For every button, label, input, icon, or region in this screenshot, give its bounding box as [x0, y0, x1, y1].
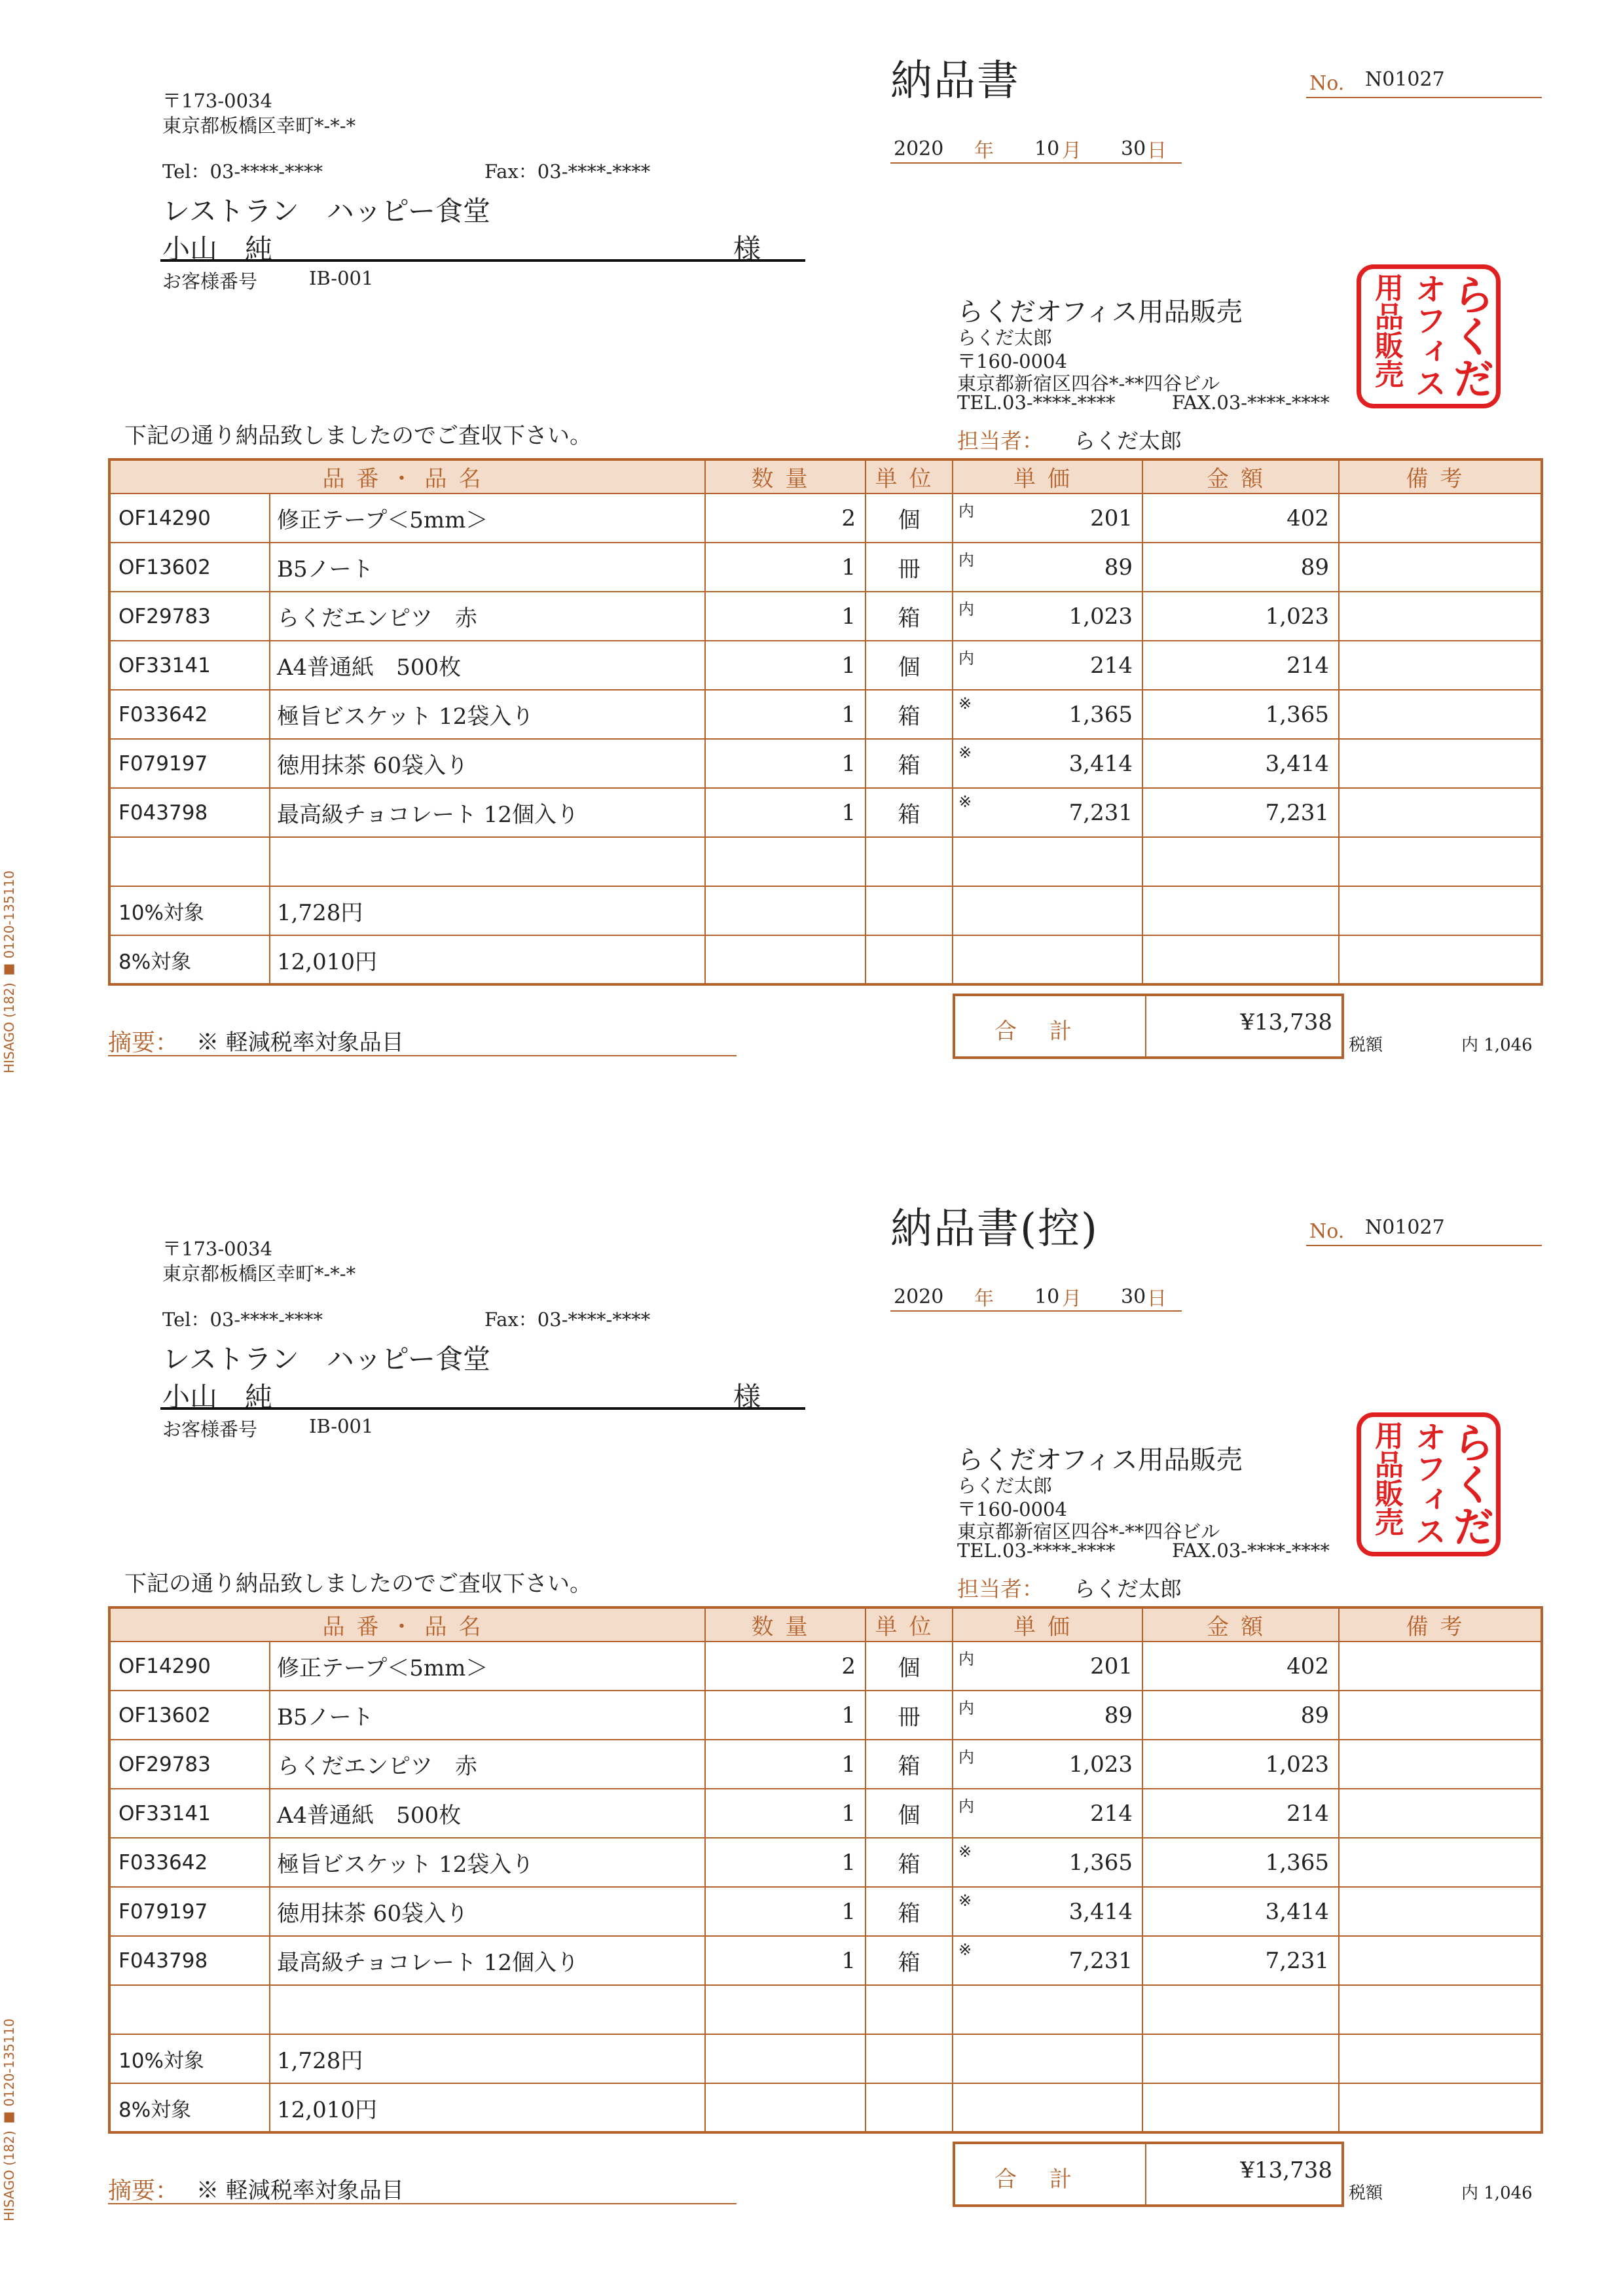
staff-name: らくだ太郎 [1074, 428, 1182, 454]
tax-label: 税額 [1349, 2183, 1383, 2203]
tax-mark: 内 [958, 502, 974, 520]
table-row [109, 641, 1542, 690]
remarks-label: 摘要： [108, 2178, 179, 2204]
item-note [1339, 1740, 1542, 1789]
tax-label: 税額 [1349, 1035, 1383, 1055]
table-row [109, 788, 1542, 837]
item-quantity: 1 [705, 1887, 866, 1936]
item-code: F033642 [109, 1838, 270, 1887]
item-amount [1142, 935, 1339, 984]
honorific: 様 [733, 1381, 761, 1413]
table-row [109, 1691, 1542, 1740]
tax-mark: 内 [958, 1748, 974, 1767]
seller-postal: 〒160-0004 [957, 1498, 1067, 1520]
item-unit: 箱 [866, 739, 953, 788]
customer-company: レストラン ハッピー食堂 [162, 195, 491, 227]
item-quantity: 1 [705, 1691, 866, 1740]
item-name: A4普通紙 500枚 [270, 1789, 705, 1838]
item-amount [1142, 886, 1339, 935]
item-unit-price [953, 837, 1142, 886]
table-row [109, 1740, 1542, 1789]
remarks-text: ※ 軽減税率対象品目 [196, 2178, 404, 2204]
item-unit-price [953, 1691, 1142, 1740]
column-header: 単位 [866, 459, 953, 493]
total-value: ¥13,738 [1240, 2157, 1332, 2183]
item-unit [866, 2083, 953, 2132]
item-note [1339, 837, 1542, 886]
date-underline [890, 1310, 1182, 1312]
date-month: 10 [1034, 137, 1060, 160]
item-note [1339, 493, 1542, 543]
customer-address: 東京都板橋区幸町*-*-* [162, 115, 356, 137]
seller-name: らくだオフィス用品販売 [957, 1445, 1243, 1475]
item-unit [866, 935, 953, 984]
customer-number: IB-001 [309, 267, 374, 289]
date-month-unit: 月 [1062, 139, 1082, 162]
customer-tel: Tel：03-****-**** [162, 1308, 323, 1331]
item-code: 8%対象 [109, 935, 270, 984]
item-unit [866, 2034, 953, 2083]
number-label: No. [1309, 72, 1345, 95]
item-amount [1142, 2034, 1339, 2083]
column-header: 品番・品名 [109, 459, 705, 493]
item-amount [1142, 837, 1339, 886]
table-row [109, 592, 1542, 641]
item-amount: 1,365 [1142, 1838, 1339, 1887]
table-row [109, 1641, 1542, 1691]
item-note [1339, 1887, 1542, 1936]
customer-postal: 〒173-0034 [162, 1238, 272, 1260]
item-unit-price [953, 739, 1142, 788]
item-unit-price [953, 1740, 1142, 1789]
item-code: OF14290 [109, 493, 270, 543]
tax-mark: 内 [958, 1797, 974, 1816]
unit-price-value: 214 [1090, 652, 1133, 679]
unit-price-value: 201 [1090, 1653, 1133, 1679]
item-name: 徳用抹茶 60袋入り [270, 739, 705, 788]
item-quantity: 1 [705, 1838, 866, 1887]
column-header: 数量 [705, 459, 866, 493]
item-quantity: 2 [705, 493, 866, 543]
seller-tel: TEL.03-****-**** [957, 1539, 1116, 1562]
item-code [109, 1985, 270, 2034]
item-unit-price [953, 1789, 1142, 1838]
column-header: 金額 [1142, 459, 1339, 493]
seller-address: 東京都新宿区四谷*-**四谷ビル [957, 1520, 1220, 1543]
date-year: 2020 [894, 137, 944, 160]
seller-person: らくだ太郎 [957, 1475, 1053, 1497]
item-unit-price [953, 935, 1142, 984]
item-quantity: 1 [705, 1936, 866, 1985]
column-header: 単価 [953, 1607, 1142, 1641]
customer-fax: Fax：03-****-**** [484, 160, 651, 183]
unit-price-value: 89 [1104, 1702, 1133, 1729]
table-row [109, 1887, 1542, 1936]
item-note [1339, 2083, 1542, 2132]
table-row [109, 2083, 1542, 2132]
tax-mark: ※ [958, 694, 972, 713]
number-label: No. [1309, 1220, 1345, 1243]
staff-label: 担当者： [957, 1576, 1044, 1602]
total-divider [1145, 996, 1146, 1056]
document-title: 納品書 [890, 57, 1020, 105]
customer-number-label: お客様番号 [162, 270, 258, 293]
item-note [1339, 1838, 1542, 1887]
unit-price-value: 1,023 [1068, 603, 1133, 630]
item-amount: 214 [1142, 641, 1339, 690]
table-row [109, 1789, 1542, 1838]
table-row [109, 739, 1542, 788]
date-year-unit: 年 [974, 1287, 994, 1310]
item-code: OF33141 [109, 641, 270, 690]
item-note [1339, 690, 1542, 739]
item-unit-price [953, 886, 1142, 935]
tax-value: 内 1,046 [1461, 2183, 1533, 2203]
item-amount: 1,023 [1142, 1740, 1339, 1789]
item-quantity [705, 1985, 866, 2034]
date-day-unit: 日 [1147, 1287, 1167, 1310]
date-day: 30 [1121, 1285, 1146, 1308]
unit-price-value: 3,414 [1068, 750, 1133, 777]
item-unit [866, 837, 953, 886]
item-unit: 個 [866, 1641, 953, 1691]
tax-mark: ※ [958, 1941, 972, 1959]
item-note [1339, 1691, 1542, 1740]
unit-price-value: 7,231 [1068, 799, 1133, 826]
item-note [1339, 592, 1542, 641]
item-quantity: 1 [705, 592, 866, 641]
document-number: N01027 [1365, 68, 1445, 91]
item-name: 修正テープ＜5mm＞ [270, 1641, 705, 1691]
item-name: 徳用抹茶 60袋入り [270, 1887, 705, 1936]
item-note [1339, 1936, 1542, 1985]
item-unit: 箱 [866, 1838, 953, 1887]
item-code: F033642 [109, 690, 270, 739]
item-unit: 個 [866, 641, 953, 690]
customer-underline [160, 1407, 805, 1410]
column-header: 品番・品名 [109, 1607, 705, 1641]
item-amount: 214 [1142, 1789, 1339, 1838]
table-row [109, 837, 1542, 886]
item-name: らくだエンピツ 赤 [270, 592, 705, 641]
item-note [1339, 2034, 1542, 2083]
date-day: 30 [1121, 137, 1146, 160]
item-unit-price [953, 592, 1142, 641]
item-amount: 3,414 [1142, 1887, 1339, 1936]
seller-fax: FAX.03-****-**** [1172, 1539, 1330, 1562]
table-row [109, 1985, 1542, 2034]
item-unit-price [953, 493, 1142, 543]
column-header: 数量 [705, 1607, 866, 1641]
customer-underline [160, 259, 805, 262]
tax-mark: 内 [958, 600, 974, 619]
item-amount: 89 [1142, 543, 1339, 592]
unit-price-value: 1,023 [1068, 1751, 1133, 1778]
seller-postal: 〒160-0004 [957, 350, 1067, 372]
unit-price-value: 7,231 [1068, 1947, 1133, 1974]
item-note [1339, 935, 1542, 984]
item-unit: 箱 [866, 788, 953, 837]
seller-fax: FAX.03-****-**** [1172, 391, 1330, 414]
item-unit: 箱 [866, 1887, 953, 1936]
column-header: 備考 [1339, 1607, 1542, 1641]
customer-person: 小山 純 [162, 233, 273, 265]
item-note [1339, 886, 1542, 935]
table-row [109, 2034, 1542, 2083]
unit-price-value: 89 [1104, 554, 1133, 581]
item-amount: 402 [1142, 493, 1339, 543]
tax-mark: 内 [958, 1650, 974, 1668]
total-label: 合 計 [994, 1018, 1077, 1045]
unit-price-value: 1,365 [1068, 701, 1133, 728]
item-unit-price [953, 1641, 1142, 1691]
item-amount: 3,414 [1142, 739, 1339, 788]
document-title: 納品書(控) [890, 1205, 1099, 1253]
item-name: 12,010円 [270, 2083, 705, 2132]
table-header-row [109, 459, 1542, 493]
item-unit-price [953, 788, 1142, 837]
customer-number-label: お客様番号 [162, 1418, 258, 1441]
item-unit: 箱 [866, 690, 953, 739]
item-unit-price [953, 543, 1142, 592]
item-code: OF13602 [109, 543, 270, 592]
item-amount [1142, 1985, 1339, 2034]
unit-price-value: 214 [1090, 1800, 1133, 1827]
item-name [270, 1985, 705, 2034]
customer-fax: Fax：03-****-**** [484, 1308, 651, 1331]
column-header: 金額 [1142, 1607, 1339, 1641]
table-header-row [109, 1607, 1542, 1641]
item-name: 12,010円 [270, 935, 705, 984]
item-quantity [705, 935, 866, 984]
item-name [270, 837, 705, 886]
company-seal: らくだ オフィス 用品販売 [1357, 1412, 1501, 1556]
total-box [953, 2142, 1344, 2207]
tax-mark: ※ [958, 1892, 972, 1910]
table-row [109, 1936, 1542, 1985]
item-amount: 7,231 [1142, 1936, 1339, 1985]
item-code: 8%対象 [109, 2083, 270, 2132]
side-print: HISAGO (182) ■ 0120-135110 [1, 2018, 17, 2221]
item-unit: 冊 [866, 1691, 953, 1740]
document-number: N01027 [1365, 1216, 1445, 1239]
tax-value: 内 1,046 [1461, 1035, 1533, 1055]
item-quantity: 1 [705, 739, 866, 788]
column-header: 備考 [1339, 459, 1542, 493]
items-table [108, 458, 1543, 986]
item-unit: 冊 [866, 543, 953, 592]
customer-postal: 〒173-0034 [162, 90, 272, 112]
item-quantity: 2 [705, 1641, 866, 1691]
unit-price-value: 3,414 [1068, 1898, 1133, 1925]
item-quantity: 1 [705, 788, 866, 837]
column-header: 単位 [866, 1607, 953, 1641]
item-amount: 1,023 [1142, 592, 1339, 641]
remarks-text: ※ 軽減税率対象品目 [196, 1030, 404, 1056]
seller-person: らくだ太郎 [957, 327, 1053, 349]
customer-person: 小山 純 [162, 1381, 273, 1413]
item-code: F079197 [109, 1887, 270, 1936]
item-amount [1142, 2083, 1339, 2132]
item-name: 最高級チョコレート 12個入り [270, 788, 705, 837]
table-row [109, 543, 1542, 592]
total-value: ¥13,738 [1240, 1009, 1332, 1035]
item-unit: 箱 [866, 1936, 953, 1985]
tax-mark: 内 [958, 1699, 974, 1717]
total-divider [1145, 2144, 1146, 2204]
item-unit: 個 [866, 1789, 953, 1838]
customer-number: IB-001 [309, 1415, 374, 1437]
table-row [109, 886, 1542, 935]
item-unit: 箱 [866, 1740, 953, 1789]
tax-mark: ※ [958, 793, 972, 811]
item-name: らくだエンピツ 赤 [270, 1740, 705, 1789]
item-name: A4普通紙 500枚 [270, 641, 705, 690]
item-amount: 1,365 [1142, 690, 1339, 739]
unit-price-value: 1,365 [1068, 1849, 1133, 1876]
item-unit-price [953, 690, 1142, 739]
item-quantity [705, 2034, 866, 2083]
item-quantity [705, 2083, 866, 2132]
item-name: 最高級チョコレート 12個入り [270, 1936, 705, 1985]
item-unit-price [953, 1985, 1142, 2034]
total-label: 合 計 [994, 2166, 1077, 2193]
item-quantity: 1 [705, 641, 866, 690]
table-row [109, 493, 1542, 543]
item-code: F043798 [109, 788, 270, 837]
item-name: 極旨ビスケット 12袋入り [270, 1838, 705, 1887]
table-row [109, 1838, 1542, 1887]
seller-tel: TEL.03-****-**** [957, 391, 1116, 414]
date-month-unit: 月 [1062, 1287, 1082, 1310]
item-name: B5ノート [270, 1691, 705, 1740]
item-quantity: 1 [705, 1789, 866, 1838]
date-day-unit: 日 [1147, 139, 1167, 162]
date-year-unit: 年 [974, 139, 994, 162]
unit-price-value: 201 [1090, 505, 1133, 531]
delivery-message: 下記の通り納品致しましたのでご査収下さい。 [124, 423, 592, 449]
item-note [1339, 543, 1542, 592]
customer-address: 東京都板橋区幸町*-*-* [162, 1263, 356, 1285]
item-code: OF29783 [109, 592, 270, 641]
item-name: B5ノート [270, 543, 705, 592]
delivery-slip [0, 1148, 1623, 2296]
company-seal: らくだ オフィス 用品販売 [1357, 264, 1501, 408]
item-amount: 7,231 [1142, 788, 1339, 837]
table-row [109, 935, 1542, 984]
date-underline [890, 162, 1182, 164]
item-note [1339, 1789, 1542, 1838]
tax-mark: 内 [958, 649, 974, 668]
item-code: OF14290 [109, 1641, 270, 1691]
item-unit-price [953, 2034, 1142, 2083]
item-code: OF33141 [109, 1789, 270, 1838]
item-name: 1,728円 [270, 2034, 705, 2083]
delivery-message: 下記の通り納品致しましたのでご査収下さい。 [124, 1571, 592, 1597]
staff-label: 担当者： [957, 428, 1044, 454]
remarks-underline [108, 2203, 737, 2204]
number-underline [1306, 97, 1542, 98]
staff-name: らくだ太郎 [1074, 1576, 1182, 1602]
customer-tel: Tel：03-****-**** [162, 160, 323, 183]
item-unit: 箱 [866, 592, 953, 641]
item-code: F079197 [109, 739, 270, 788]
date-month: 10 [1034, 1285, 1060, 1308]
item-code: F043798 [109, 1936, 270, 1985]
item-unit-price [953, 2083, 1142, 2132]
remarks-underline [108, 1055, 737, 1056]
item-name: 修正テープ＜5mm＞ [270, 493, 705, 543]
item-unit: 個 [866, 493, 953, 543]
total-box [953, 994, 1344, 1059]
item-unit [866, 886, 953, 935]
seller-name: らくだオフィス用品販売 [957, 297, 1243, 327]
item-amount: 402 [1142, 1641, 1339, 1691]
item-note [1339, 641, 1542, 690]
item-code: OF29783 [109, 1740, 270, 1789]
item-quantity: 1 [705, 1740, 866, 1789]
date-year: 2020 [894, 1285, 944, 1308]
item-note [1339, 788, 1542, 837]
item-note [1339, 739, 1542, 788]
item-unit [866, 1985, 953, 2034]
table-row [109, 690, 1542, 739]
item-unit-price [953, 1936, 1142, 1985]
item-unit-price [953, 641, 1142, 690]
item-code: 10%対象 [109, 886, 270, 935]
item-unit-price [953, 1838, 1142, 1887]
item-code: 10%対象 [109, 2034, 270, 2083]
tax-mark: 内 [958, 551, 974, 569]
item-unit-price [953, 1887, 1142, 1936]
number-underline [1306, 1245, 1542, 1246]
items-table [108, 1606, 1543, 2134]
side-print: HISAGO (182) ■ 0120-135110 [1, 870, 17, 1073]
item-quantity: 1 [705, 543, 866, 592]
customer-company: レストラン ハッピー食堂 [162, 1343, 491, 1375]
item-quantity: 1 [705, 690, 866, 739]
item-name: 極旨ビスケット 12袋入り [270, 690, 705, 739]
item-quantity [705, 886, 866, 935]
tax-mark: ※ [958, 1842, 972, 1861]
honorific: 様 [733, 233, 761, 265]
item-code: OF13602 [109, 1691, 270, 1740]
seller-address: 東京都新宿区四谷*-**四谷ビル [957, 372, 1220, 395]
remarks-label: 摘要： [108, 1030, 179, 1056]
item-quantity [705, 837, 866, 886]
item-amount: 89 [1142, 1691, 1339, 1740]
item-code [109, 837, 270, 886]
tax-mark: ※ [958, 744, 972, 762]
column-header: 単価 [953, 459, 1142, 493]
item-note [1339, 1985, 1542, 2034]
item-name: 1,728円 [270, 886, 705, 935]
item-note [1339, 1641, 1542, 1691]
